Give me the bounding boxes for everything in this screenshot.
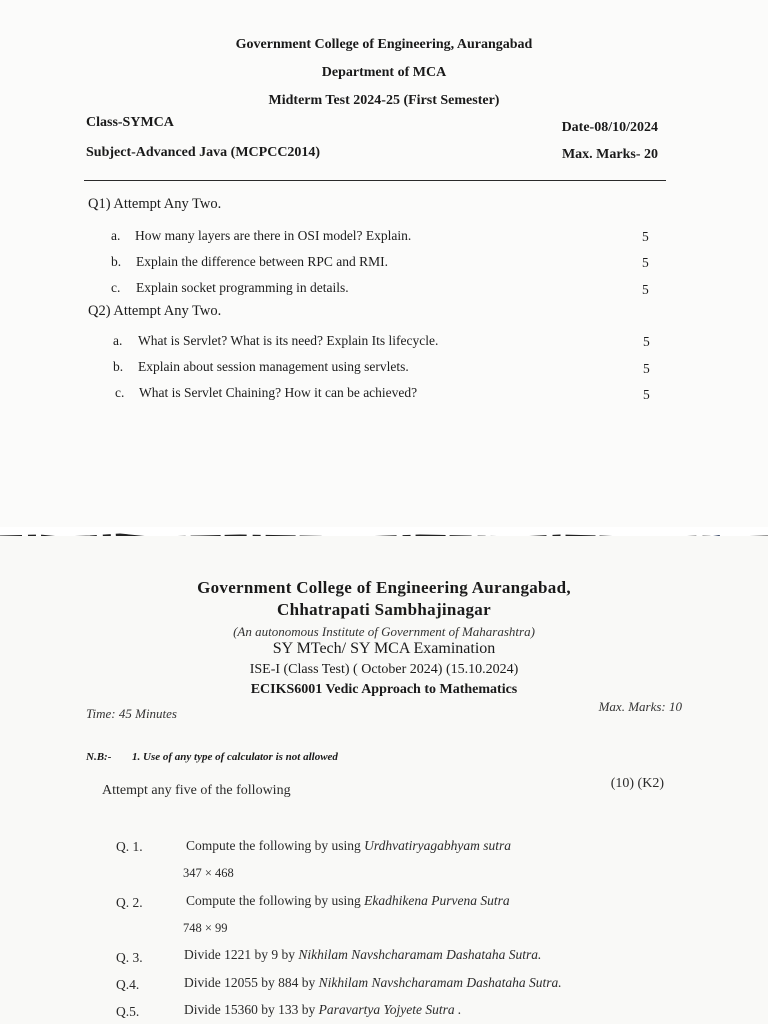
header-divider <box>84 180 666 181</box>
attempt-instruction: Attempt any five of the following <box>102 783 291 798</box>
department-name: Department of MCA <box>321 65 447 80</box>
vedic-question-4-text: Divide 12055 by 884 by Nikhilam Navshcharamam Dashataha Sutra. <box>184 975 562 990</box>
class-test-paper-sheet <box>0 536 768 1024</box>
question-2c-text: What is Servlet Chaining? How it can be achieved? <box>139 385 418 400</box>
question-1a-label: a. <box>111 228 121 243</box>
test-title: Midterm Test 2024-25 (First Semester) <box>268 93 500 108</box>
vedic-question-2-text: Compute the following by using Ekadhikena Purvena Sutra <box>186 893 510 908</box>
question-2a-label: a. <box>113 333 123 348</box>
vedic-question-4-number: Q.4. <box>116 977 140 992</box>
question-1b-marks: 5 <box>642 255 649 270</box>
question-2b-marks: 5 <box>643 361 650 376</box>
date-label: Date-08/10/2024 <box>561 120 658 135</box>
course-title: ECIKS6001 Vedic Approach to Mathematics <box>250 682 518 697</box>
nb-instruction: 1. Use of any type of calculator is not allowed <box>132 751 338 763</box>
institute-name: Government College of Engineering Aurangabad, <box>197 578 571 597</box>
exam-title: SY MTech/ SY MCA Examination <box>272 640 496 657</box>
vedic-question-5-text: Divide 15360 by 133 by Paravartya Yojyete Sutra . <box>184 1002 462 1017</box>
attempt-marks: (10) (K2) <box>610 776 664 791</box>
vedic-question-3-number: Q. 3. <box>116 950 143 965</box>
autonomous-note: (An autonomous Institute of Government of Maharashtra) <box>233 624 535 639</box>
class-label: Class-SYMCA <box>86 115 174 130</box>
nb-label: N.B:- <box>86 751 112 763</box>
max-marks-label-2: Max. Marks: 10 <box>598 699 682 714</box>
vedic-question-1-number: Q. 1. <box>116 839 143 854</box>
question-1c-marks: 5 <box>642 282 649 297</box>
vedic-question-1-text: Compute the following by using Urdhvatiryagabhyam sutra <box>186 838 511 853</box>
question-1a-text: How many layers are there in OSI model? Explain. <box>135 228 412 243</box>
question-2c-label: c. <box>115 385 125 400</box>
question-1c-label: c. <box>111 280 121 295</box>
question-1a-marks: 5 <box>642 229 649 244</box>
question-1c-text: Explain socket programming in details. <box>136 280 349 295</box>
vedic-question-2-number: Q. 2. <box>116 895 143 910</box>
vedic-question-5-number: Q.5. <box>116 1004 140 1019</box>
question-2b-label: b. <box>113 359 124 374</box>
ise-title: ISE-I (Class Test) ( October 2024) (15.10.2024) <box>249 662 519 677</box>
question-1b-label: b. <box>111 254 122 269</box>
question-2a-marks: 5 <box>643 334 650 349</box>
time-label: Time: 45 Minutes <box>86 706 177 721</box>
question-1b-text: Explain the difference between RPC and RMI. <box>136 254 389 269</box>
institute-city: Chhatrapati Sambhajinagar <box>277 600 491 619</box>
vedic-question-2-expression: 748 × 99 <box>183 921 228 935</box>
college-name: Government College of Engineering, Aurangabad <box>235 37 533 52</box>
vedic-question-1-expression: 347 × 468 <box>183 866 234 880</box>
question-2a-text: What is Servlet? What is its need? Explain Its lifecycle. <box>138 333 439 348</box>
vedic-question-3-text: Divide 1221 by 9 by Nikhilam Navshcharamam Dashataha Sutra. <box>184 947 542 962</box>
subject-label: Subject-Advanced Java (MCPCC2014) <box>86 145 321 160</box>
question-2b-text: Explain about session management using servlets. <box>138 359 409 374</box>
max-marks-label: Max. Marks- 20 <box>561 147 658 162</box>
question-2c-marks: 5 <box>643 387 650 402</box>
question-2-title: Q2) Attempt Any Two. <box>88 303 222 319</box>
question-1-title: Q1) Attempt Any Two. <box>88 196 222 212</box>
